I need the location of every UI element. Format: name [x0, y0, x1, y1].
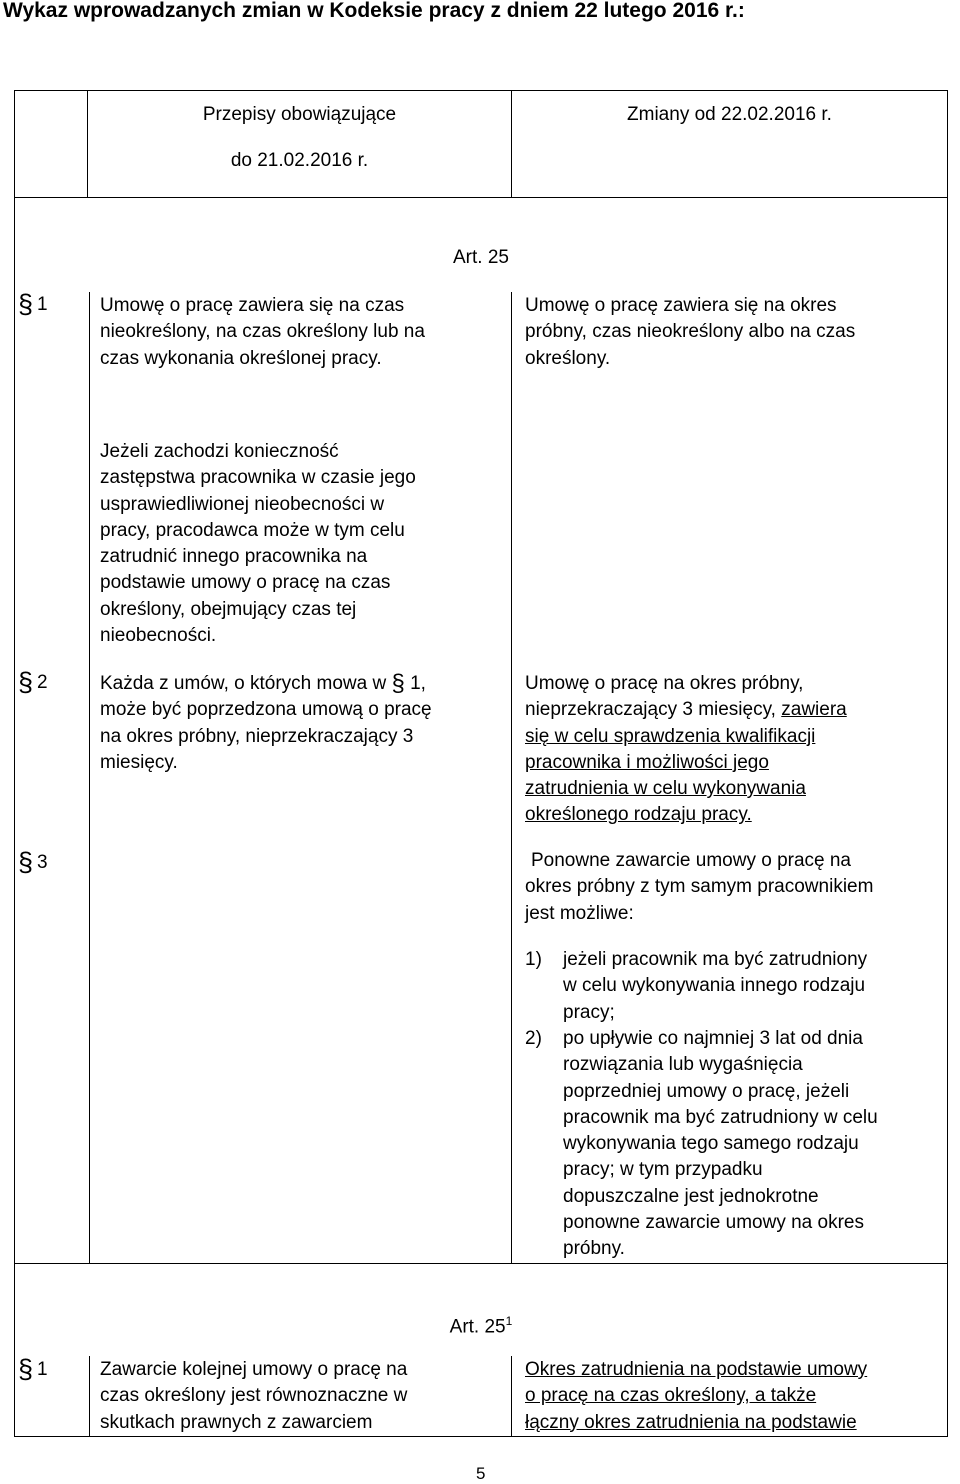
art25-1-sec1-new — [525, 1357, 867, 1436]
section-number: 1 — [37, 1359, 48, 1380]
text-line: miesięcy. — [100, 751, 178, 773]
text-line: skutkach prawnych z zawarciem — [100, 1411, 373, 1433]
text-line: usprawiedliwionej nieobecności w — [100, 493, 385, 515]
text-span: Każda z umów, o których mowa w — [100, 673, 392, 694]
text-line: jeżeli pracownik ma być zatrudniony — [563, 949, 868, 970]
text-line: wykonywania tego samego rodzaju — [563, 1133, 859, 1155]
list-number: 2) — [525, 1028, 542, 1049]
text-line: czas wykonania określonej pracy. — [100, 347, 382, 369]
text-line: pracy; — [563, 1001, 615, 1023]
art25-bottom-border — [14, 1263, 948, 1264]
changed-text: pracownika i możliwości jego — [525, 751, 769, 773]
header-new: Zmiany od 22.02.2016 r. — [627, 104, 832, 125]
art25-sec3-label — [18, 849, 48, 876]
text-line: określony, obejmujący czas tej — [100, 598, 357, 620]
art25-sec2-old — [100, 671, 432, 776]
text-line: może być poprzedzona umową o pracę — [100, 699, 432, 721]
header-old-line1: Przepisy obowiązujące — [202, 104, 397, 125]
text-line: poprzedniej umowy o pracę, jeżeli — [563, 1080, 850, 1102]
section-symbol: § — [18, 667, 34, 697]
section-number: 3 — [37, 852, 48, 873]
list-number: 1) — [525, 949, 542, 970]
changed-text: o pracę na czas określony, a także — [525, 1385, 817, 1407]
section-symbol: § — [18, 1354, 34, 1384]
text-line: dopuszczalne jest jednokrotne — [563, 1185, 819, 1207]
table-top-border — [14, 90, 948, 91]
art25-1-mid-divider — [511, 1356, 512, 1437]
changed-text: się w celu sprawdzenia kwalifikacji — [525, 725, 816, 747]
page-title: Wykaz wprowadzanych zmian w Kodeksie pracy z dniem 22 lutego 2016 r.: — [3, 0, 745, 22]
text-line: w celu wykonywania innego rodzaju — [563, 975, 866, 997]
text-line: na okres próbny, nieprzekraczający 3 — [100, 725, 414, 747]
text-line — [100, 671, 432, 697]
art25-1-left-divider — [89, 1356, 90, 1437]
changed-text: zawiera — [781, 699, 847, 721]
heading-text: Art. 25 — [449, 1316, 506, 1338]
page-number: 5 — [476, 1464, 486, 1483]
list-item-1 — [563, 947, 867, 1026]
header-bottom-border — [14, 197, 948, 198]
changed-text: łączny okres zatrudnienia na podstawie — [525, 1411, 857, 1433]
art25-sec1-old — [100, 293, 425, 372]
changed-text: Okres zatrudnienia na podstawie umowy — [525, 1359, 868, 1380]
text-line: pracy, pracodawca może w tym celu — [100, 519, 405, 541]
section-symbol: § — [391, 670, 405, 697]
table-right-border — [947, 90, 948, 1437]
text-line: próbny. — [563, 1238, 625, 1260]
text-line: okres próbny z tym samym pracownikiem — [525, 876, 874, 898]
text-line: podstawie umowy o pracę na czas — [100, 572, 391, 594]
text-line: Umowę o pracę zawiera się na okres — [525, 295, 837, 316]
changed-text: zatrudnienia w celu wykonywania — [525, 778, 806, 800]
text-line: jest możliwe: — [525, 902, 634, 924]
list-item-2 — [563, 1026, 878, 1263]
text-line: Umowę o pracę zawiera się na czas — [100, 295, 405, 316]
art25-1-sec1-label — [18, 1356, 48, 1383]
art25-sec2-new — [525, 671, 847, 829]
changed-text: określonego rodzaju pracy. — [525, 804, 752, 826]
text-line: próbny, czas nieokreślony albo na czas — [525, 321, 856, 343]
text-line: zatrudnić innego pracownika na — [100, 546, 368, 568]
text-line: zastępstwa pracownika w czasie jego — [100, 467, 416, 489]
text-line: pracy; w tym przypadku — [563, 1159, 763, 1181]
text-span: nieprzekraczający 3 miesięcy, — [525, 699, 782, 721]
section-symbol: § — [18, 289, 34, 319]
text-line — [525, 697, 847, 723]
table-left-border — [14, 90, 15, 1437]
art25-sec1-new — [525, 293, 855, 372]
art25-heading: Art. 25 — [453, 247, 509, 268]
text-line: czas określony jest równoznaczne w — [100, 1385, 408, 1407]
text-line: Ponowne zawarcie umowy o pracę na — [531, 850, 852, 871]
section-symbol: § — [18, 847, 34, 877]
text-line: nieokreślony, na czas określony lub na — [100, 321, 425, 343]
section-number: 2 — [37, 672, 48, 693]
art25-left-divider — [89, 292, 90, 1264]
art25-sec2-label — [18, 669, 48, 696]
art25-1-heading — [15, 1308, 947, 1341]
art25-1-sec1-old — [100, 1357, 407, 1436]
text-line: nieobecności. — [100, 625, 217, 647]
section-number: 1 — [37, 294, 48, 315]
text-line: Zawarcie kolejnej umowy o pracę na — [100, 1359, 408, 1380]
text-line: ponowne zawarcie umowy na okres — [563, 1212, 864, 1234]
text-line: Jeżeli zachodzi konieczność — [100, 441, 339, 462]
table-bottom-border — [14, 1436, 948, 1437]
text-line: określony. — [525, 347, 611, 369]
text-span: 1, — [404, 673, 426, 694]
text-line: po upływie co najmniej 3 lat od dnia — [563, 1028, 863, 1049]
art25-replacement-old — [100, 439, 416, 649]
text-line: pracownik ma być zatrudniony w celu — [563, 1106, 878, 1128]
art25-mid-divider — [511, 292, 512, 1264]
text-line: Umowę o pracę na okres próbny, — [525, 673, 804, 694]
text-line: rozwiązania lub wygaśnięcia — [563, 1054, 803, 1076]
heading-superscript: 1 — [505, 1314, 513, 1328]
art25-sec3-new-intro — [525, 848, 873, 927]
header-old-line2: do 21.02.2016 r. — [230, 150, 369, 171]
art25-sec1-label — [18, 291, 48, 318]
